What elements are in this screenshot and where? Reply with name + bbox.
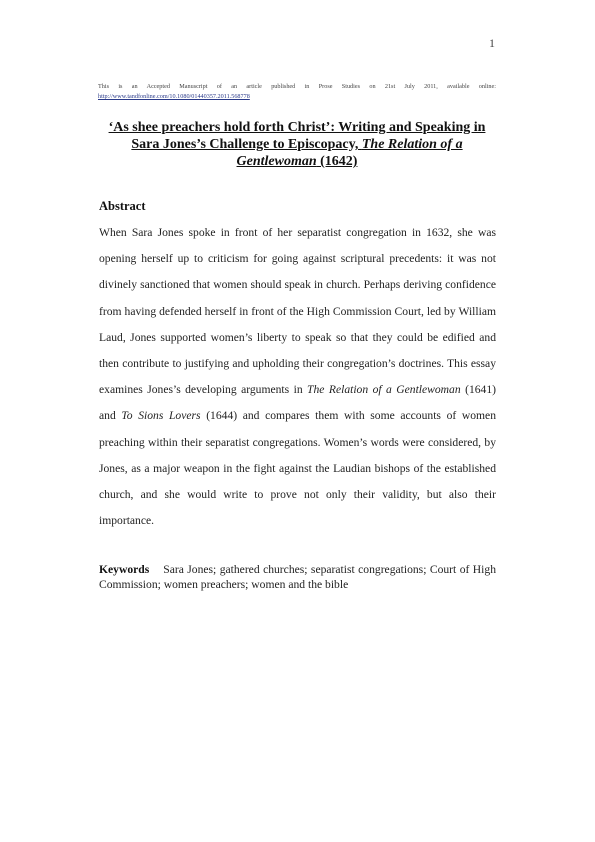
page-number: 1 — [489, 36, 495, 50]
abstract-text-2: (1641) and — [99, 383, 496, 423]
article-title — [98, 119, 496, 170]
abstract-italic-2: To Sions Lovers — [121, 409, 201, 423]
keywords — [99, 563, 496, 592]
keywords-label: Keywords — [99, 563, 150, 576]
abstract-text-3: (1644) and compares them with some accounts of women preaching within their separatist congregations. Women’s words were considered, by Jones, as a major weapon in the fight against the Laudian bishops of the established church, and she would write to prove not only their validity, but also their importance. — [99, 409, 496, 528]
abstract-text-1: When Sara Jones spoke in front of her separatist congregation in 1632, she was opening herself up to criticism for going against scriptural precedents: it was not divinely sanctioned that women should speak in church. Perhaps deriving confidence from having defended herself in front of the High Commission Court, led by William Laud, Jones supported women’s liberty to speak so that they could be edified and then contribute to justifying and upholding their congregation’s doctrines. This essay examines Jones’s developing arguments in — [99, 226, 496, 397]
publication-notice-text: This is an Accepted Manuscript of an article published in Prose Studies on 21st July 2011, available online: — [98, 83, 496, 90]
abstract-body — [99, 220, 496, 534]
title-text-part1: ‘As shee preachers hold forth Christ’: Writing and Speaking in Sara Jones’s Challenge to Episcopacy, — [108, 120, 486, 152]
keywords-text: Sara Jones; gathered churches; separatist congregations; Court of High Commission; women preachers; women and the bible — [99, 563, 496, 591]
title-text-part2: (1642) — [316, 154, 358, 169]
publication-notice — [98, 82, 496, 102]
doi-link[interactable]: http://www.tandfonline.com/10.1080/01440357.2011.568778 — [98, 93, 250, 100]
abstract-heading: Abstract — [99, 199, 146, 213]
title-italic-work: The Relation of a Gentlewoman — [236, 137, 463, 169]
abstract-italic-1: The Relation of a Gentlewoman — [307, 383, 461, 397]
